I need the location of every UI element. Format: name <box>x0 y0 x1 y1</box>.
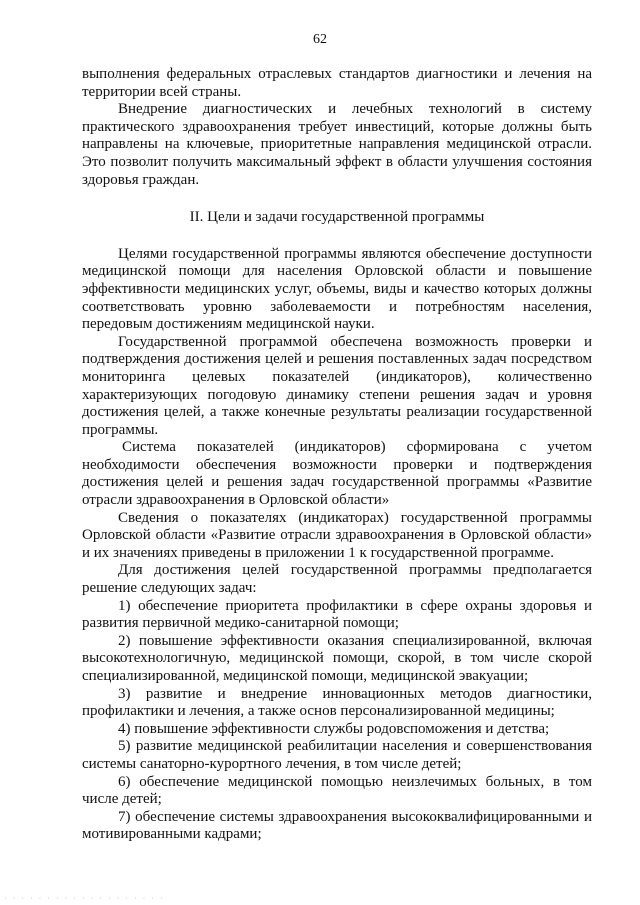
task-item: 1) обеспечение приоритета профилактики в сфере охраны здоровья и развития первичной медико-санитарной помощи; <box>82 597 592 632</box>
task-item: 6) обеспечение медицинской помощью неизлечимых больных, в том числе детей; <box>82 773 592 808</box>
body-paragraph: Для достижения целей государственной программы предполагается решение следующих задач: <box>82 562 592 597</box>
section-heading: II. Цели и задачи государственной программы <box>189 209 485 226</box>
task-item: 7) обеспечение системы здравоохранения высококвалифицированными и мотивированными кадрами; <box>82 808 592 843</box>
task-item: 4) повышение эффективности службы родовспоможения и детства; <box>118 720 550 737</box>
body-paragraph: Система показателей (индикаторов) сформирована с учетом необходимости обеспечения возможности проверки и подтверждения достижения целей и решения задач государственной программы «Развитие отрасли здравоохранения в Орловской области» <box>82 439 592 509</box>
intro-paragraph: выполнения федеральных отраслевых стандартов диагностики и лечения на территории всей страны. <box>82 66 592 100</box>
body-paragraph: Сведения о показателях (индикаторах) государственной программы Орловской области «Развитие отрасли здравоохранения в Орловской области» и их значениях приведены в приложении 1 к государственной программе. <box>82 509 592 561</box>
page-number: 62 <box>313 32 327 47</box>
intro-paragraph: Внедрение диагностических и лечебных технологий в систему практического здравоохранения требует инвестиций, которые должны быть направлены на ключевые, приоритетные направления медицинской отрасли. Это позволит получить максимальный эффект в области улучшения состояния здоровья граждан. <box>82 101 592 188</box>
body-paragraph: Государственной программой обеспечена возможность проверки и подтверждения достижения целей и решения поставленных задач посредством мониторинга целевых показателей (индикаторов), количественно характеризующих погодовую динамику степени решения задач и уровня достижения целей, а также конечные результаты реализации государственной программы. <box>82 333 592 438</box>
task-item: 3) развитие и внедрение инновационных методов диагностики, профилактики и лечения, а также основ персонализированной медицины; <box>82 685 592 720</box>
document-body <box>82 66 592 844</box>
body-paragraph: Целями государственной программы являются обеспечение доступности медицинской помощи для населения Орловской области и повышение эффективности медицинских услуг, объемы, виды и качество которых должны соответствовать уровню заболеваемости и потребностям населения, передовым достижениям медицинской науки. <box>82 245 592 333</box>
task-item: 5) развитие медицинской реабилитации населения и совершенствования системы санаторно-курортного лечения, в том числе детей; <box>82 738 592 772</box>
task-item: 2) повышение эффективности оказания специализированной, включая высокотехнологичную, медицинской помощи, скорой, в том числе скорой специализированной, медицинской помощи, медицинской эвакуации; <box>82 632 592 684</box>
scan-artifact: · · · · · · · · · · · · · · · · · · · <box>4 894 165 903</box>
